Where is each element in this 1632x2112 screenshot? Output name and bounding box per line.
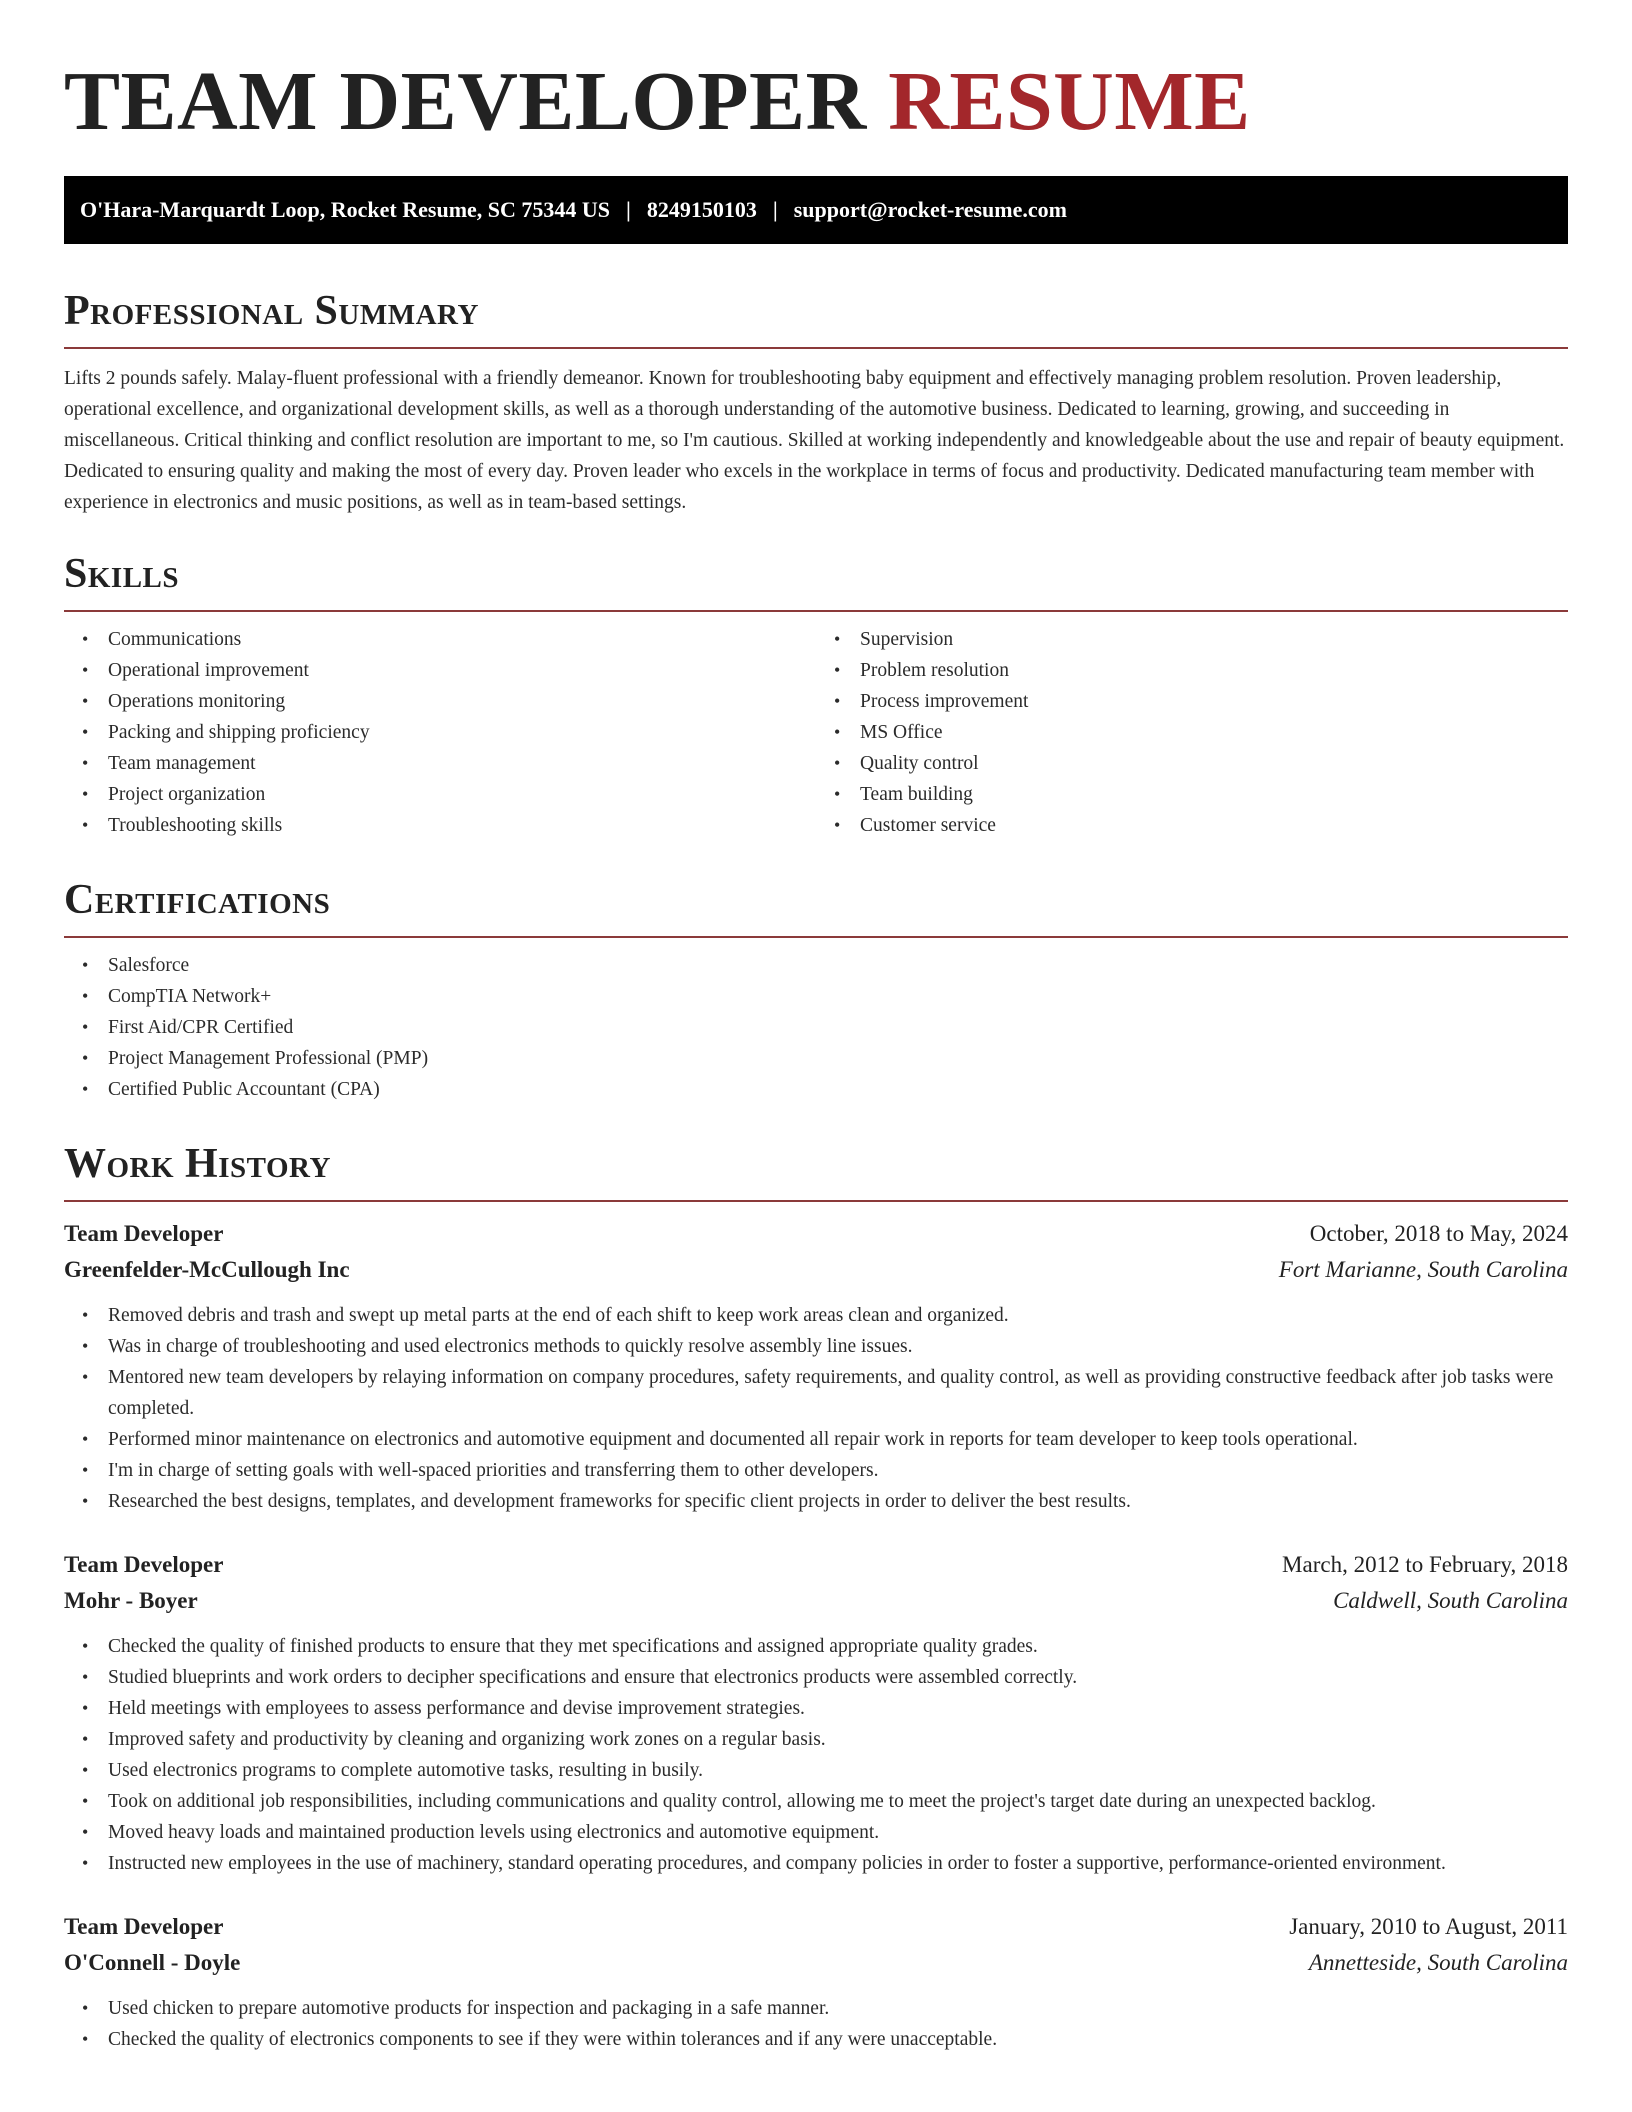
job-title: Team Developer <box>64 1552 224 1577</box>
skills-columns <box>64 612 1568 841</box>
job-duties-list <box>64 1993 1568 2055</box>
summary-section <box>64 285 1568 518</box>
certifications-list <box>64 950 1568 1105</box>
title-accent: RESUME <box>888 55 1251 148</box>
skill-item: • Customer service <box>860 810 1568 841</box>
skill-item: • Project organization <box>108 779 816 810</box>
contact-address: O'Hara-Marquardt Loop, Rocket Resume, SC 75344 US <box>80 197 611 222</box>
job-entry <box>64 1909 1568 2055</box>
job-entry <box>64 1216 1568 1517</box>
resume-title <box>64 52 1251 152</box>
job-header-row <box>64 1547 1568 1583</box>
certification-item: • CompTIA Network+ <box>108 981 1568 1012</box>
job-location: Fort Marianne, South Carolina <box>1278 1257 1568 1282</box>
skill-item: • Problem resolution <box>860 655 1568 686</box>
certification-item: • Project Management Professional (PMP) <box>108 1043 1568 1074</box>
job-header-row <box>64 1216 1568 1252</box>
section-divider <box>64 347 1568 349</box>
job-company-row <box>64 1945 1568 1981</box>
job-location: Caldwell, South Carolina <box>1333 1588 1568 1613</box>
skills-list-right <box>816 624 1568 841</box>
contact-phone: 8249150103 <box>646 197 757 222</box>
skill-item: • Operational improvement <box>108 655 816 686</box>
skill-item: • Troubleshooting skills <box>108 810 816 841</box>
job-dates: October, 2018 to May, 2024 <box>1309 1221 1568 1246</box>
skills-section <box>64 548 1568 841</box>
certification-item: • Certified Public Accountant (CPA) <box>108 1074 1568 1105</box>
section-heading-skills: Skills <box>64 551 180 597</box>
job-duty: • Used chicken to prepare automotive products for inspection and packaging in a safe manner. <box>108 1993 1568 2024</box>
certification-item: • Salesforce <box>108 950 1568 981</box>
contact-bar <box>64 176 1568 244</box>
job-duty: • Researched the best designs, templates, and development frameworks for specific client projects in order to deliver the best results. <box>108 1486 1568 1517</box>
title-main: TEAM DEVELOPER <box>64 55 867 148</box>
job-company: Greenfelder-McCullough Inc <box>64 1257 350 1282</box>
skill-item: • Team management <box>108 748 816 779</box>
job-duty: • Instructed new employees in the use of machinery, standard operating procedures, and company policies in order to foster a supportive, performance-oriented environment. <box>108 1848 1568 1879</box>
job-header-row <box>64 1909 1568 1945</box>
job-company-row <box>64 1252 1568 1288</box>
skill-item: • Packing and shipping proficiency <box>108 717 816 748</box>
section-divider <box>64 1200 1568 1202</box>
summary-text: Lifts 2 pounds safely. Malay-fluent professional with a friendly demeanor. Known for troubleshooting baby equipment and effectively managing problem resolution. Proven leadership, operational excellence, and organizational development skills, as well as a thorough understanding of the automotive business. Dedicated to learning, growing, and succeeding in miscellaneous. Critical thinking and conflict resolution are important to me, so I'm cautious. Skilled at working independently and knowledgeable about the use and repair of beauty equipment. Dedicated to ensuring quality and making the most of every day. Proven leader who excels in the workplace in terms of focus and productivity. Dedicated manufacturing team member with experience in electronics and music positions, as well as in team-based settings. <box>64 368 1565 513</box>
job-duty: • I'm in charge of setting goals with well-spaced priorities and transferring them to other developers. <box>108 1455 1568 1486</box>
skill-item: • Quality control <box>860 748 1568 779</box>
job-duty: • Studied blueprints and work orders to decipher specifications and ensure that electronics products were assembled correctly. <box>108 1662 1568 1693</box>
contact-email: support@rocket-resume.com <box>793 197 1067 222</box>
job-duty: • Was in charge of troubleshooting and used electronics methods to quickly resolve assembly line issues. <box>108 1331 1568 1362</box>
job-duty: • Removed debris and trash and swept up metal parts at the end of each shift to keep work areas clean and organized. <box>108 1300 1568 1331</box>
work-history-section <box>64 1138 1568 2055</box>
job-title: Team Developer <box>64 1914 224 1939</box>
job-duty: • Moved heavy loads and maintained production levels using electronics and automotive equipment. <box>108 1817 1568 1848</box>
skill-item: • Operations monitoring <box>108 686 816 717</box>
section-divider <box>64 936 1568 938</box>
job-duty: • Improved safety and productivity by cleaning and organizing work zones on a regular basis. <box>108 1724 1568 1755</box>
job-title: Team Developer <box>64 1221 224 1246</box>
job-duty: • Checked the quality of electronics components to see if they were within tolerances and if any were unacceptable. <box>108 2024 1568 2055</box>
job-dates: March, 2012 to February, 2018 <box>1282 1552 1568 1577</box>
skill-item: • Communications <box>108 624 816 655</box>
job-company-row <box>64 1583 1568 1619</box>
job-location: Annetteside, South Carolina <box>1308 1950 1568 1975</box>
skill-item: • Team building <box>860 779 1568 810</box>
job-entry <box>64 1547 1568 1879</box>
skills-list-left <box>64 624 816 841</box>
job-company: O'Connell - Doyle <box>64 1950 241 1975</box>
job-duty: • Mentored new team developers by relaying information on company procedures, safety requirements, and quality control, as well as providing constructive feedback after job tasks were completed. <box>108 1362 1568 1424</box>
skill-item: • Supervision <box>860 624 1568 655</box>
job-duty: • Took on additional job responsibilities, including communications and quality control, allowing me to meet the project's target date during an unexpected backlog. <box>108 1786 1568 1817</box>
certifications-section <box>64 874 1568 1105</box>
section-heading-summary: Professional Summary <box>64 288 479 334</box>
job-duty: • Used electronics programs to complete automotive tasks, resulting in busily. <box>108 1755 1568 1786</box>
job-duties-list <box>64 1300 1568 1517</box>
contact-separator: | <box>772 197 778 222</box>
contact-separator: | <box>626 197 631 222</box>
job-company: Mohr - Boyer <box>64 1588 198 1613</box>
certification-item: • First Aid/CPR Certified <box>108 1012 1568 1043</box>
skill-item: • MS Office <box>860 717 1568 748</box>
job-duties-list <box>64 1631 1568 1879</box>
job-duty: • Held meetings with employees to assess performance and devise improvement strategies. <box>108 1693 1568 1724</box>
job-duty: • Performed minor maintenance on electronics and automotive equipment and documented all repair work in reports for team developer to keep tools operational. <box>108 1424 1568 1455</box>
job-dates: January, 2010 to August, 2011 <box>1289 1914 1568 1939</box>
skill-item: • Process improvement <box>860 686 1568 717</box>
job-duty: • Checked the quality of finished products to ensure that they met specifications and assigned appropriate quality grades. <box>108 1631 1568 1662</box>
section-heading-work-history: Work History <box>64 1141 331 1187</box>
section-heading-certifications: Certifications <box>64 877 331 923</box>
